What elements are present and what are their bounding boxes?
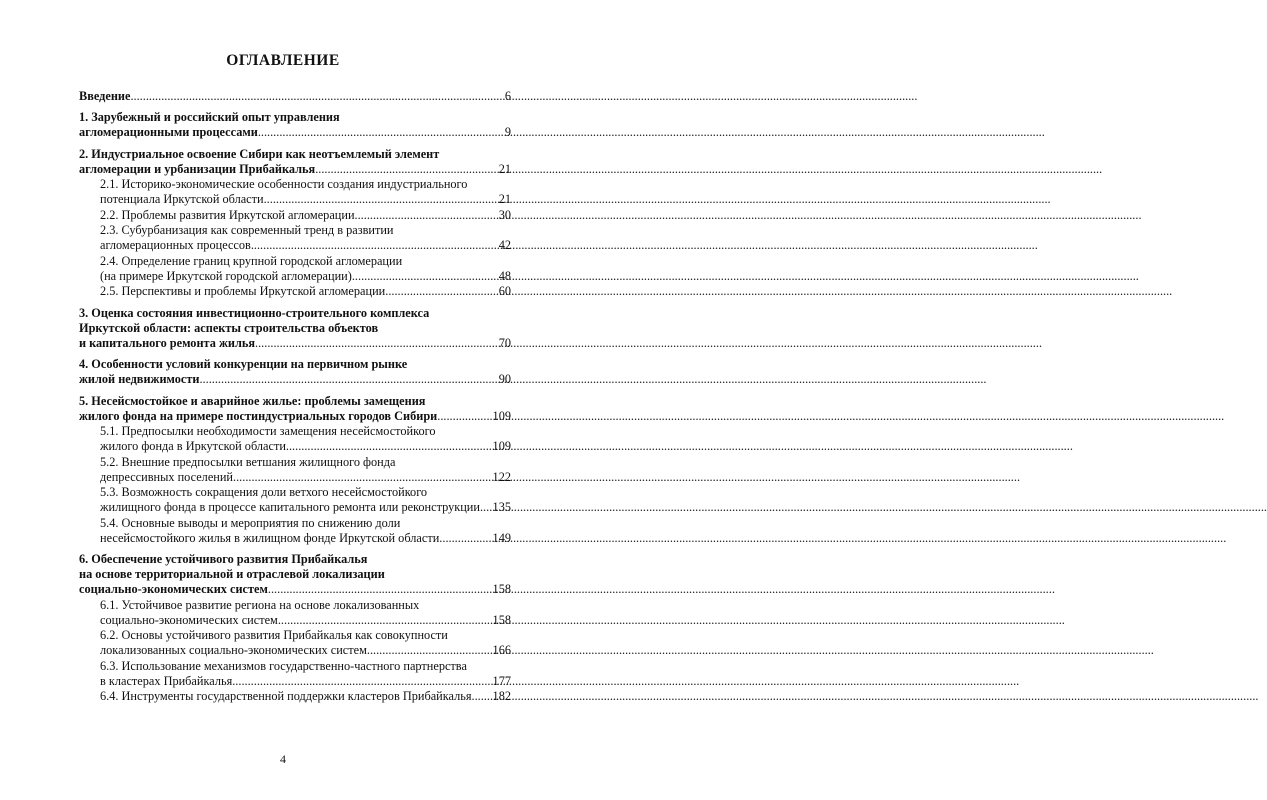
dot-leader xyxy=(258,125,504,140)
dot-leader xyxy=(352,269,498,284)
toc-section[interactable] xyxy=(79,223,511,253)
dot-leader xyxy=(199,372,497,387)
page-number: 4 xyxy=(280,752,286,766)
toc-section[interactable] xyxy=(79,628,511,658)
toc-entry-line: (на примере Иркутской городской агломерации) xyxy=(100,268,352,283)
toc-entry-line: 5.4. Основные выводы и мероприятия по снижению доли xyxy=(100,515,401,530)
toc-chapter[interactable] xyxy=(79,357,511,387)
toc-entry-line: депрессивных поселений xyxy=(100,469,234,484)
toc-chapter[interactable] xyxy=(79,147,511,177)
toc-section[interactable] xyxy=(79,424,511,454)
toc-entry-line: 6.3. Использование механизмов государственно-частного партнерства xyxy=(100,658,467,673)
toc-entry-line: 2.4. Определение границ крупной городской агломерации xyxy=(100,253,403,268)
toc-page-number: 21 xyxy=(498,161,511,176)
toc-entry-line: несейсмостойкого жилья в жилищном фонде Иркутской области xyxy=(100,530,440,545)
page-title: ОГЛАВЛЕНИЕ xyxy=(226,52,340,69)
dot-leader xyxy=(278,613,492,628)
toc-entry-line: 2.3. Субурбанизация как современный тренд в развитии xyxy=(100,223,394,237)
toc-page-number: 9 xyxy=(504,125,511,139)
toc-chapter[interactable] xyxy=(79,89,511,104)
dot-leader xyxy=(286,439,492,454)
toc-entry-line: 2. Индустриальное освоение Сибири как неотъемлемый элемент xyxy=(79,146,440,161)
toc-entry-line: 2.2. Проблемы развития Иркутской агломерации xyxy=(100,207,355,222)
toc-section[interactable] xyxy=(79,284,511,299)
toc-section[interactable] xyxy=(79,177,511,207)
dot-leader xyxy=(130,89,503,104)
toc-entry-line: Иркутской области: аспекты строительства объектов xyxy=(79,320,379,335)
dot-leader xyxy=(255,336,498,351)
dot-leader xyxy=(268,582,492,597)
dot-leader xyxy=(264,192,498,207)
toc-page-number: 6 xyxy=(504,88,511,103)
toc-entry-line: в кластерах Прибайкалья xyxy=(100,673,233,688)
toc-section[interactable] xyxy=(79,208,511,223)
toc-entry-line: жилой недвижимости xyxy=(79,372,200,386)
toc-page-number: 42 xyxy=(498,238,511,252)
toc-entry-line: 5.3. Возможность сокращения доли ветхого несейсмостойкого xyxy=(100,485,428,499)
toc-entry-line: 3. Оценка состояния инвестиционно-строительного комплекса xyxy=(79,305,430,320)
toc-entry-line: социально-экономических систем xyxy=(100,612,278,627)
toc-entry-line: 6. Обеспечение устойчивого развития Прибайкалья xyxy=(79,552,368,566)
toc-entry-line: локализованных социально-экономических систем xyxy=(100,643,367,657)
toc-page-number: 177 xyxy=(492,673,511,688)
dot-leader xyxy=(315,162,498,177)
toc-page-number: 109 xyxy=(492,408,511,423)
toc-section[interactable] xyxy=(79,516,511,546)
toc-entry-line: жилищного фонда в процессе капитального ремонта или реконструкции xyxy=(100,500,480,514)
toc-entry-line: агломерации и урбанизации Прибайкалья xyxy=(79,161,316,176)
toc-entry-line: Введение xyxy=(79,88,131,103)
toc-entry-line: агломерационными процессами xyxy=(79,125,258,139)
toc-entry-line: 1. Зарубежный и российский опыт управления xyxy=(79,110,340,124)
dot-leader xyxy=(385,284,497,299)
toc-page-number: 166 xyxy=(492,643,511,657)
toc-entry-line: 4. Особенности условий конкуренции на первичном рынке xyxy=(79,357,408,371)
toc-entry-line: 2.5. Перспективы и проблемы Иркутской агломерации xyxy=(100,284,386,298)
toc-entry-line: 6.1. Устойчивое развитие региона на основе локализованных xyxy=(100,597,420,612)
toc-page-number: 90 xyxy=(498,372,511,386)
toc-chapter[interactable] xyxy=(79,552,511,597)
toc-entry-line: 5. Несейсмостойкое и аварийное жилье: проблемы замещения xyxy=(79,393,426,408)
toc-entry-line: на основе территориальной и отраслевой локализации xyxy=(79,567,385,581)
dot-leader xyxy=(355,208,498,223)
toc-chapter[interactable] xyxy=(79,306,511,351)
toc-entry-line: потенциала Иркутской области xyxy=(100,192,264,206)
toc-chapter[interactable] xyxy=(79,394,511,424)
dot-leader xyxy=(480,500,492,515)
toc-entry-line: социально-экономических систем xyxy=(79,582,268,596)
toc-page-number: 182 xyxy=(492,689,511,703)
toc-entry-line: 6.4. Инструменты государственной поддержки кластеров Прибайкалья xyxy=(100,689,472,703)
toc-entry-line: 2.1. Историко-экономические особенности создания индустриального xyxy=(100,177,468,191)
dot-leader xyxy=(472,689,492,704)
toc-entry-line: жилого фонда в Иркутской области xyxy=(100,439,286,453)
toc-page-number: 149 xyxy=(492,530,511,545)
toc-entry-line: 5.2. Внешние предпосылки ветшания жилищного фонда xyxy=(100,454,396,469)
toc-section[interactable] xyxy=(79,254,511,284)
dot-leader xyxy=(232,674,491,689)
toc-chapter[interactable] xyxy=(79,110,511,140)
toc-entry-line: 5.1. Предпосылки необходимости замещения несейсмостойкого xyxy=(100,424,436,438)
toc-page-number: 158 xyxy=(492,582,511,596)
dot-leader xyxy=(233,470,492,485)
dot-leader xyxy=(367,643,492,658)
dot-leader xyxy=(439,531,491,546)
toc-page-number: 70 xyxy=(498,335,511,350)
toc-page-number: 158 xyxy=(492,612,511,627)
toc-section[interactable] xyxy=(79,485,511,515)
toc-section[interactable] xyxy=(79,455,511,485)
toc-page-number: 122 xyxy=(492,469,511,484)
dot-leader xyxy=(437,409,491,424)
toc-entry-line: 6.2. Основы устойчивого развития Прибайкалья как совокупности xyxy=(100,628,448,642)
toc-page-number: 48 xyxy=(498,268,511,283)
toc-page-number: 30 xyxy=(498,207,511,222)
toc-section[interactable] xyxy=(79,659,511,689)
dot-leader xyxy=(251,238,498,253)
toc-page-number: 135 xyxy=(492,500,511,514)
toc-entry-line: агломерационных процессов xyxy=(100,238,251,252)
toc-page-number: 109 xyxy=(492,439,511,453)
toc-entry-line: и капитального ремонта жилья xyxy=(79,335,256,350)
toc-section[interactable] xyxy=(79,598,511,628)
toc-page-number: 60 xyxy=(498,284,511,298)
table-of-contents xyxy=(79,82,511,704)
toc-page-number: 21 xyxy=(498,192,511,206)
toc-section[interactable] xyxy=(79,689,511,704)
toc-entry-line: жилого фонда на примере постиндустриальных городов Сибири xyxy=(79,408,438,423)
